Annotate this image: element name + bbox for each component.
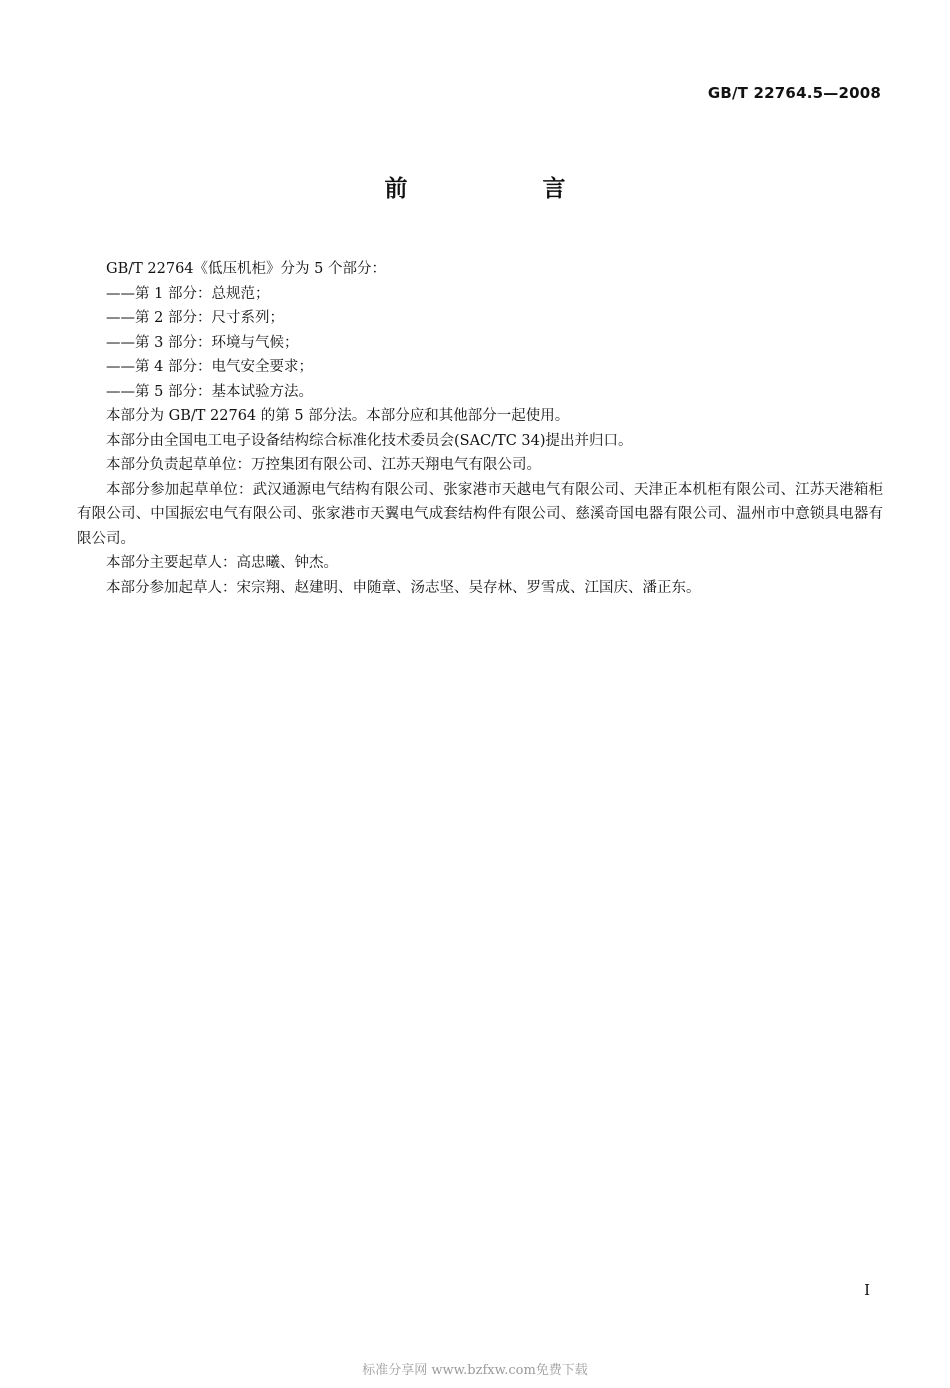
paragraph-proposer: 本部分由全国电工电子设备结构综合标准化技术委员会(SAC/TC 34)提出并归口。 (106, 432, 633, 449)
list-item-part-5: ——第 5 部分：基本试验方法。 (106, 383, 313, 400)
paragraph-main-drafting-units: 本部分负责起草单位：万控集团有限公司、江苏天翔电气有限公司。 (106, 457, 541, 473)
paragraph-participating-units: 本部分参加起草单位：武汉通源电气结构有限公司、张家港市天越电气有限公司、天津正本机柜有限公司、江苏天港箱柜有限公司、中国振宏电气有限公司、张家港市天翼电气成套结构件有限公司、慈溪奇国电器有限公司、温州市中意锁具电器有限公司。 (77, 481, 883, 547)
list-item-part-3: ——第 3 部分：环境与气候； (106, 334, 299, 351)
page-number: I (864, 1281, 870, 1299)
list-item-part-2: ——第 2 部分：尺寸系列； (106, 310, 284, 326)
paragraph-scope: 本部分为 GB/T 22764 的第 5 部分法。本部分应和其他部分一起使用。 (106, 408, 570, 424)
paragraph-main-drafters: 本部分主要起草人：高忠曦、钟杰。 (106, 555, 338, 571)
watermark: 标准分享网 www.bzfxw.com免费下载 (362, 1363, 588, 1378)
list-item-part-1: ——第 1 部分：总规范； (106, 285, 270, 302)
paragraph-intro: GB/T 22764《低压机柜》分为 5 个部分： (106, 261, 386, 277)
standard-code: GB/T 22764.5—2008 (707, 84, 881, 102)
list-item-part-4: ——第 4 部分：电气安全要求； (106, 359, 313, 375)
page-title: 前 言 (384, 176, 622, 202)
foreword-body (77, 257, 883, 600)
paragraph-participating-drafters: 本部分参加起草人：宋宗翔、赵建明、申随章、汤志坚、吴存林、罗雪成、江国庆、潘正东。 (106, 579, 701, 596)
